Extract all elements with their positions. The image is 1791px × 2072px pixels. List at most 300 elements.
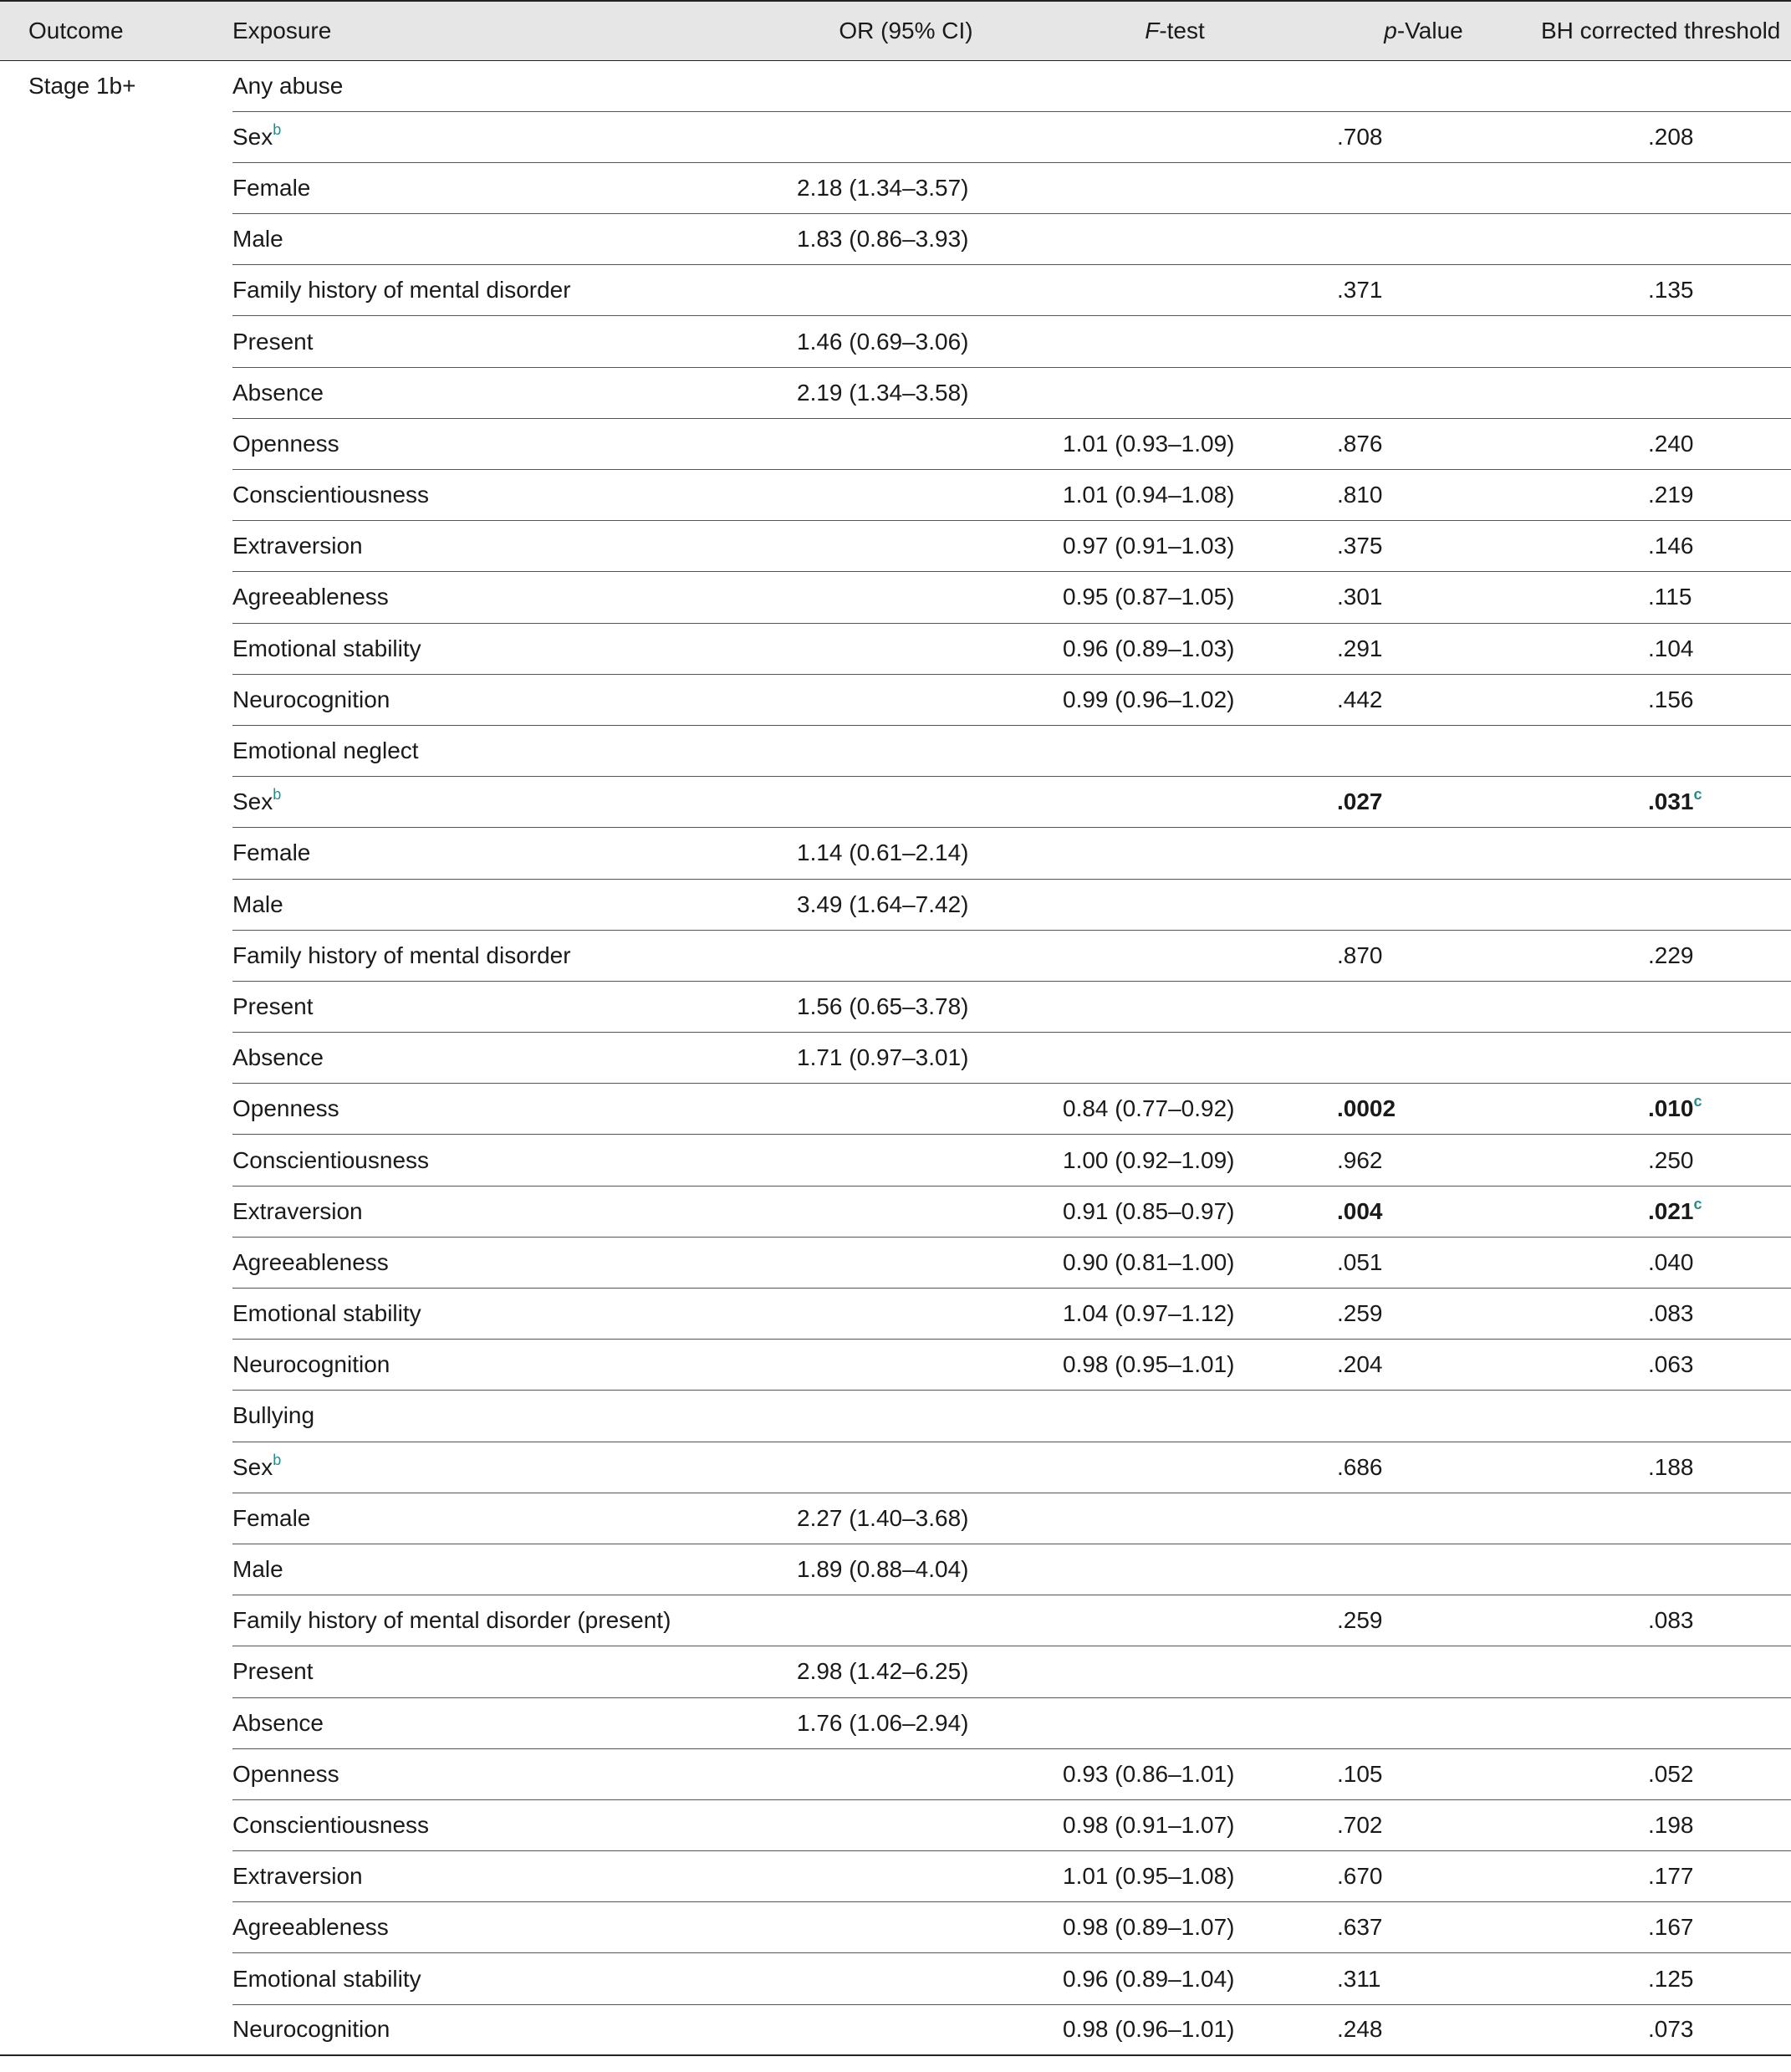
cell-ftest xyxy=(1025,1084,1299,1135)
table-row xyxy=(0,674,1791,725)
table-row xyxy=(0,930,1791,981)
cell-exposure xyxy=(232,725,753,776)
cell-bh xyxy=(1539,60,1791,111)
cell-ftest xyxy=(1025,60,1299,111)
exposure-label: Present xyxy=(232,993,314,1019)
table-row xyxy=(0,1442,1791,1493)
cell-ftest xyxy=(1025,470,1299,521)
table-row xyxy=(0,1135,1791,1186)
footnote-mark: b xyxy=(273,120,282,138)
cell-ftest xyxy=(1025,1748,1299,1799)
header-or: OR (95% CI) xyxy=(753,1,1025,60)
exposure-label: Openness xyxy=(232,430,339,457)
cell-or xyxy=(753,1391,1025,1442)
cell-or xyxy=(753,1595,1025,1646)
cell-exposure xyxy=(232,930,753,981)
exposure-label: Present xyxy=(232,1658,314,1685)
cell-or-value: 1.46 (0.69–3.06) xyxy=(797,328,969,355)
cell-ftest-value: 0.95 (0.87–1.05) xyxy=(1063,584,1235,610)
header-bh: BH corrected threshold xyxy=(1539,1,1791,60)
cell-exposure xyxy=(232,1442,753,1493)
cell-exposure xyxy=(232,316,753,367)
cell-outcome xyxy=(0,1033,232,1084)
cell-or-value: 1.71 (0.97–3.01) xyxy=(797,1044,969,1071)
cell-bh-value: .146 xyxy=(1648,533,1694,559)
table-row xyxy=(0,1033,1791,1084)
cell-pvalue xyxy=(1299,930,1539,981)
cell-bh xyxy=(1539,1340,1791,1391)
cell-or xyxy=(753,777,1025,828)
cell-exposure xyxy=(232,367,753,418)
cell-pvalue-value: .708 xyxy=(1337,123,1383,150)
cell-pvalue xyxy=(1299,1493,1539,1544)
cell-pvalue-value: .962 xyxy=(1337,1146,1383,1173)
cell-pvalue xyxy=(1299,1442,1539,1493)
cell-outcome xyxy=(0,674,232,725)
table-row xyxy=(0,418,1791,469)
exposure-label: Male xyxy=(232,891,283,917)
cell-outcome xyxy=(0,1289,232,1340)
cell-outcome xyxy=(0,1442,232,1493)
table-row xyxy=(0,2004,1791,2055)
cell-exposure xyxy=(232,162,753,213)
table-row xyxy=(0,60,1791,111)
cell-pvalue-value: .051 xyxy=(1337,1248,1383,1275)
cell-ftest-value: 0.98 (0.95–1.01) xyxy=(1063,1351,1235,1378)
cell-ftest-value: 0.91 (0.85–0.97) xyxy=(1063,1197,1235,1224)
cell-outcome xyxy=(0,418,232,469)
cell-or-value: 2.18 (1.34–3.57) xyxy=(797,174,969,201)
cell-or xyxy=(753,1033,1025,1084)
cell-bh-value: .031 xyxy=(1648,788,1694,815)
cell-or xyxy=(753,1544,1025,1595)
cell-bh xyxy=(1539,777,1791,828)
table-row xyxy=(0,828,1791,879)
cell-exposure xyxy=(232,418,753,469)
cell-bh-value: .229 xyxy=(1648,942,1694,968)
cell-ftest-value: 0.97 (0.91–1.03) xyxy=(1063,533,1235,559)
cell-bh xyxy=(1539,674,1791,725)
cell-bh xyxy=(1539,1237,1791,1288)
cell-or-value: 2.19 (1.34–3.58) xyxy=(797,379,969,406)
cell-pvalue-value: .248 xyxy=(1337,2016,1383,2043)
exposure-label: Sex xyxy=(232,123,273,150)
cell-exposure xyxy=(232,674,753,725)
cell-ftest xyxy=(1025,418,1299,469)
cell-ftest xyxy=(1025,1697,1299,1748)
cell-pvalue-value: .637 xyxy=(1337,1914,1383,1941)
cell-bh xyxy=(1539,1544,1791,1595)
cell-exposure xyxy=(232,470,753,521)
cell-bh-value: .250 xyxy=(1648,1146,1694,1173)
table-row xyxy=(0,214,1791,265)
cell-outcome xyxy=(0,828,232,879)
header-pvalue-rest: -Value xyxy=(1396,17,1463,43)
cell-ftest-value: 0.96 (0.89–1.03) xyxy=(1063,635,1235,661)
cell-pvalue xyxy=(1299,1544,1539,1595)
cell-or xyxy=(753,111,1025,162)
cell-bh xyxy=(1539,725,1791,776)
cell-outcome xyxy=(0,1135,232,1186)
cell-outcome xyxy=(0,1646,232,1697)
cell-pvalue xyxy=(1299,521,1539,572)
cell-or xyxy=(753,1237,1025,1288)
cell-pvalue xyxy=(1299,725,1539,776)
cell-or-value: 1.89 (0.88–4.04) xyxy=(797,1556,969,1583)
cell-outcome xyxy=(0,214,232,265)
exposure-label: Absence xyxy=(232,379,324,406)
footnote-mark: c xyxy=(1693,786,1702,804)
cell-exposure xyxy=(232,265,753,316)
exposure-label: Bullying xyxy=(232,1402,315,1429)
cell-ftest xyxy=(1025,725,1299,776)
cell-pvalue-value: .105 xyxy=(1337,1760,1383,1787)
cell-outcome xyxy=(0,572,232,623)
cell-pvalue-value: .876 xyxy=(1337,430,1383,457)
cell-ftest xyxy=(1025,1033,1299,1084)
cell-bh xyxy=(1539,1748,1791,1799)
table-row xyxy=(0,1595,1791,1646)
header-pvalue xyxy=(1299,1,1539,60)
cell-or xyxy=(753,1646,1025,1697)
table-row xyxy=(0,1646,1791,1697)
exposure-label: Emotional stability xyxy=(232,1300,421,1327)
cell-exposure xyxy=(232,879,753,930)
table-row xyxy=(0,1902,1791,1953)
cell-pvalue-value: .442 xyxy=(1337,686,1383,712)
cell-bh-value: .156 xyxy=(1648,686,1694,712)
cell-bh xyxy=(1539,162,1791,213)
cell-exposure xyxy=(232,60,753,111)
exposure-label: Male xyxy=(232,226,283,253)
cell-pvalue-value: .027 xyxy=(1337,788,1383,815)
cell-ftest xyxy=(1025,1391,1299,1442)
cell-bh-value: .188 xyxy=(1648,1453,1694,1480)
exposure-label: Family history of mental disorder (present) xyxy=(232,1607,671,1634)
cell-or xyxy=(753,1340,1025,1391)
cell-pvalue-value: .301 xyxy=(1337,584,1383,610)
cell-bh xyxy=(1539,470,1791,521)
cell-or-value: 2.98 (1.42–6.25) xyxy=(797,1658,969,1685)
exposure-label: Absence xyxy=(232,1709,324,1736)
cell-exposure xyxy=(232,214,753,265)
cell-exposure xyxy=(232,1340,753,1391)
cell-bh-value: .208 xyxy=(1648,123,1694,150)
cell-ftest xyxy=(1025,828,1299,879)
table-row xyxy=(0,1493,1791,1544)
exposure-label: Sex xyxy=(232,788,273,815)
cell-or xyxy=(753,521,1025,572)
cell-bh xyxy=(1539,1595,1791,1646)
table-row xyxy=(0,572,1791,623)
cell-pvalue-value: .259 xyxy=(1337,1607,1383,1634)
table-row xyxy=(0,981,1791,1032)
cell-ftest xyxy=(1025,1340,1299,1391)
cell-bh xyxy=(1539,1851,1791,1902)
cell-bh xyxy=(1539,521,1791,572)
cell-pvalue-value: .311 xyxy=(1337,1965,1381,1992)
cell-ftest xyxy=(1025,1186,1299,1237)
exposure-label: Conscientiousness xyxy=(232,1811,430,1838)
table-row xyxy=(0,367,1791,418)
cell-ftest xyxy=(1025,1851,1299,1902)
cell-bh xyxy=(1539,418,1791,469)
cell-or xyxy=(753,623,1025,674)
table-row xyxy=(0,1697,1791,1748)
cell-or xyxy=(753,1748,1025,1799)
exposure-label: Family history of mental disorder xyxy=(232,942,571,968)
cell-pvalue xyxy=(1299,316,1539,367)
cell-ftest xyxy=(1025,214,1299,265)
table-row xyxy=(0,521,1791,572)
cell-pvalue xyxy=(1299,674,1539,725)
cell-pvalue xyxy=(1299,1851,1539,1902)
cell-bh-value: .040 xyxy=(1648,1248,1694,1275)
cell-or xyxy=(753,367,1025,418)
cell-exposure xyxy=(232,1851,753,1902)
exposure-label: Openness xyxy=(232,1760,339,1787)
cell-outcome xyxy=(0,1902,232,1953)
cell-pvalue xyxy=(1299,111,1539,162)
cell-ftest xyxy=(1025,981,1299,1032)
cell-outcome xyxy=(0,1493,232,1544)
cell-outcome xyxy=(0,1799,232,1850)
cell-ftest xyxy=(1025,316,1299,367)
cell-exposure xyxy=(232,828,753,879)
cell-pvalue xyxy=(1299,1646,1539,1697)
cell-or xyxy=(753,1135,1025,1186)
cell-ftest-value: 0.99 (0.96–1.02) xyxy=(1063,686,1235,712)
cell-ftest xyxy=(1025,1442,1299,1493)
cell-pvalue-value: .0002 xyxy=(1337,1095,1396,1122)
cell-pvalue-value: .371 xyxy=(1337,277,1383,304)
cell-pvalue xyxy=(1299,1340,1539,1391)
cell-bh xyxy=(1539,1442,1791,1493)
cell-outcome xyxy=(0,1391,232,1442)
cell-pvalue xyxy=(1299,214,1539,265)
cell-bh-value: .073 xyxy=(1648,2016,1694,2043)
cell-bh-value: .125 xyxy=(1648,1965,1694,1992)
table-row xyxy=(0,316,1791,367)
cell-bh xyxy=(1539,930,1791,981)
cell-ftest-value: 1.00 (0.92–1.09) xyxy=(1063,1146,1235,1173)
header-ftest-italic: F xyxy=(1145,17,1160,43)
cell-or-value: 1.76 (1.06–2.94) xyxy=(797,1709,969,1736)
exposure-label: Conscientiousness xyxy=(232,1146,430,1173)
cell-exposure xyxy=(232,1237,753,1288)
cell-or xyxy=(753,879,1025,930)
cell-ftest xyxy=(1025,1544,1299,1595)
cell-pvalue xyxy=(1299,60,1539,111)
table-row xyxy=(0,1340,1791,1391)
cell-bh xyxy=(1539,623,1791,674)
cell-exposure xyxy=(232,1799,753,1850)
exposure-label: Neurocognition xyxy=(232,2016,390,2043)
table-row xyxy=(0,777,1791,828)
cell-ftest xyxy=(1025,1902,1299,1953)
cell-or xyxy=(753,470,1025,521)
exposure-label: Extraversion xyxy=(232,1197,363,1224)
cell-ftest-value: 1.01 (0.94–1.08) xyxy=(1063,482,1235,508)
cell-pvalue-value: .259 xyxy=(1337,1300,1383,1327)
cell-outcome xyxy=(0,521,232,572)
cell-ftest xyxy=(1025,111,1299,162)
cell-outcome: Stage 1b+ xyxy=(28,72,136,99)
cell-ftest xyxy=(1025,162,1299,213)
cell-ftest-value: 1.01 (0.95–1.08) xyxy=(1063,1863,1235,1890)
header-pvalue-italic: p xyxy=(1384,17,1397,43)
cell-outcome xyxy=(0,930,232,981)
cell-or xyxy=(753,316,1025,367)
cell-exposure xyxy=(232,1902,753,1953)
exposure-label: Sex xyxy=(232,1453,273,1480)
cell-bh xyxy=(1539,1953,1791,2004)
cell-pvalue-value: .204 xyxy=(1337,1351,1383,1378)
cell-pvalue-value: .670 xyxy=(1337,1863,1383,1890)
cell-bh xyxy=(1539,981,1791,1032)
cell-outcome xyxy=(0,2004,232,2055)
cell-exposure xyxy=(232,521,753,572)
exposure-label: Emotional neglect xyxy=(232,737,419,764)
exposure-label: Any abuse xyxy=(232,72,344,99)
cell-bh xyxy=(1539,1799,1791,1850)
exposure-label: Emotional stability xyxy=(232,635,421,661)
cell-ftest-value: 0.98 (0.96–1.01) xyxy=(1063,2016,1235,2043)
exposure-label: Openness xyxy=(232,1095,339,1122)
table-row xyxy=(0,1799,1791,1850)
cell-outcome xyxy=(0,725,232,776)
cell-outcome xyxy=(0,1237,232,1288)
exposure-label: Agreeableness xyxy=(232,1914,389,1941)
footnote-mark: b xyxy=(273,786,282,804)
exposure-label: Female xyxy=(232,1504,311,1531)
header-row xyxy=(0,1,1791,60)
header-outcome: Outcome xyxy=(0,1,232,60)
cell-pvalue xyxy=(1299,1902,1539,1953)
cell-bh-value: .010 xyxy=(1648,1095,1694,1122)
cell-pvalue xyxy=(1299,879,1539,930)
cell-or-value: 1.56 (0.65–3.78) xyxy=(797,993,969,1019)
cell-ftest xyxy=(1025,2004,1299,2055)
cell-bh xyxy=(1539,1391,1791,1442)
cell-or xyxy=(753,572,1025,623)
table-row xyxy=(0,470,1791,521)
cell-or xyxy=(753,828,1025,879)
exposure-label: Extraversion xyxy=(232,533,363,559)
exposure-label: Neurocognition xyxy=(232,1351,390,1378)
cell-ftest-value: 1.01 (0.93–1.09) xyxy=(1063,430,1235,457)
cell-or xyxy=(753,265,1025,316)
cell-ftest xyxy=(1025,1953,1299,2004)
exposure-label: Emotional stability xyxy=(232,1965,421,1992)
cell-bh-value: .177 xyxy=(1648,1863,1694,1890)
cell-or xyxy=(753,1084,1025,1135)
cell-outcome xyxy=(0,1186,232,1237)
cell-outcome xyxy=(0,1851,232,1902)
table-row xyxy=(0,1544,1791,1595)
cell-ftest xyxy=(1025,1135,1299,1186)
cell-bh-value: .198 xyxy=(1648,1811,1694,1838)
cell-ftest xyxy=(1025,265,1299,316)
cell-outcome xyxy=(0,777,232,828)
table-row xyxy=(0,265,1791,316)
cell-exposure xyxy=(232,1084,753,1135)
cell-ftest-value: 0.84 (0.77–0.92) xyxy=(1063,1095,1235,1122)
table-body xyxy=(0,60,1791,2055)
cell-pvalue xyxy=(1299,623,1539,674)
cell-or-value: 2.27 (1.40–3.68) xyxy=(797,1504,969,1531)
cell-outcome xyxy=(0,1595,232,1646)
cell-ftest xyxy=(1025,367,1299,418)
cell-exposure xyxy=(232,1595,753,1646)
cell-bh xyxy=(1539,1033,1791,1084)
cell-ftest xyxy=(1025,521,1299,572)
cell-pvalue xyxy=(1299,1748,1539,1799)
header-exposure: Exposure xyxy=(232,1,753,60)
cell-exposure xyxy=(232,777,753,828)
table-row xyxy=(0,162,1791,213)
cell-ftest-value: 1.04 (0.97–1.12) xyxy=(1063,1300,1235,1327)
cell-pvalue xyxy=(1299,1799,1539,1850)
table-row xyxy=(0,1237,1791,1288)
header-ftest-rest: -test xyxy=(1159,17,1205,43)
cell-ftest xyxy=(1025,777,1299,828)
cell-bh xyxy=(1539,214,1791,265)
cell-bh xyxy=(1539,1902,1791,1953)
cell-outcome xyxy=(0,981,232,1032)
cell-outcome xyxy=(0,316,232,367)
cell-or xyxy=(753,725,1025,776)
cell-pvalue xyxy=(1299,777,1539,828)
cell-pvalue xyxy=(1299,1595,1539,1646)
cell-outcome xyxy=(0,879,232,930)
cell-exposure xyxy=(232,2004,753,2055)
cell-or xyxy=(753,60,1025,111)
cell-or-value: 1.83 (0.86–3.93) xyxy=(797,226,969,253)
cell-or xyxy=(753,418,1025,469)
cell-bh xyxy=(1539,1186,1791,1237)
cell-bh xyxy=(1539,1646,1791,1697)
cell-pvalue xyxy=(1299,1391,1539,1442)
cell-ftest xyxy=(1025,930,1299,981)
exposure-label: Family history of mental disorder xyxy=(232,277,571,304)
exposure-label: Extraversion xyxy=(232,1863,363,1890)
cell-exposure xyxy=(232,1493,753,1544)
cell-bh-value: .021 xyxy=(1648,1197,1694,1224)
table-row xyxy=(0,111,1791,162)
cell-exposure xyxy=(232,1289,753,1340)
cell-exposure xyxy=(232,623,753,674)
table-row xyxy=(0,1391,1791,1442)
cell-pvalue xyxy=(1299,265,1539,316)
cell-bh xyxy=(1539,1135,1791,1186)
cell-pvalue xyxy=(1299,2004,1539,2055)
cell-pvalue-value: .291 xyxy=(1337,635,1383,661)
cell-outcome xyxy=(0,1084,232,1135)
exposure-label: Male xyxy=(232,1556,283,1583)
cell-pvalue-value: .870 xyxy=(1337,942,1383,968)
cell-bh xyxy=(1539,367,1791,418)
cell-outcome xyxy=(0,367,232,418)
cell-pvalue xyxy=(1299,162,1539,213)
table-row xyxy=(0,879,1791,930)
cell-or xyxy=(753,930,1025,981)
cell-pvalue-value: .702 xyxy=(1337,1811,1383,1838)
cell-bh xyxy=(1539,1493,1791,1544)
cell-or xyxy=(753,162,1025,213)
cell-outcome xyxy=(0,265,232,316)
cell-pvalue xyxy=(1299,470,1539,521)
